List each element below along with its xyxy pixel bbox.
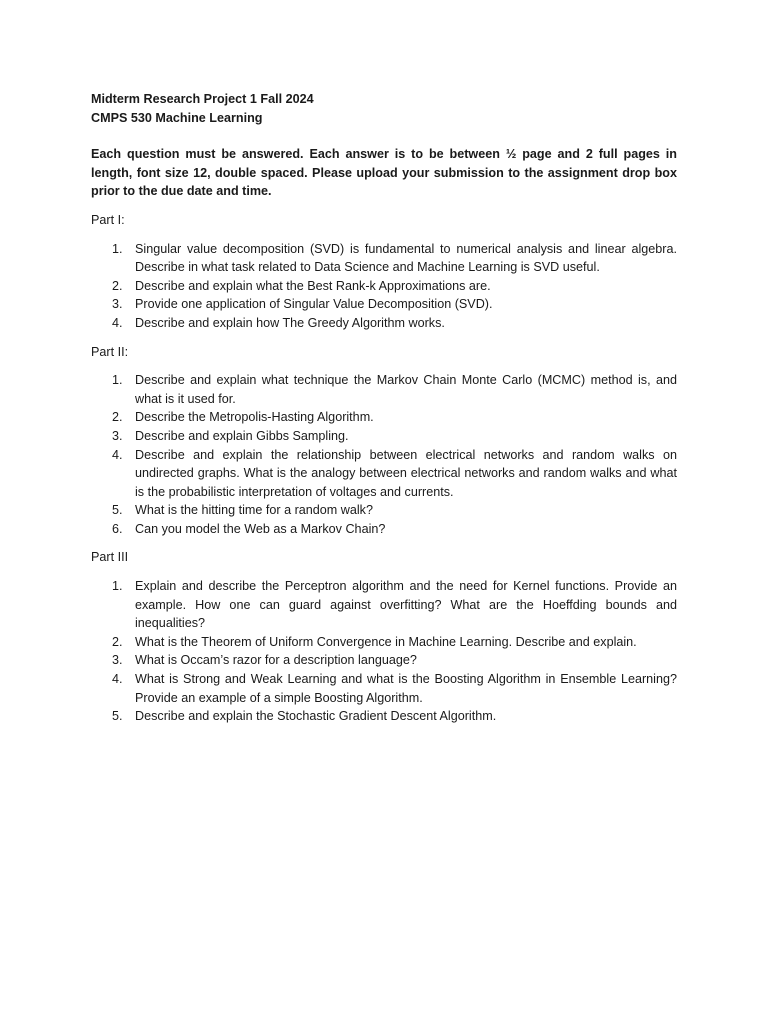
part-2-heading: Part II: — [91, 344, 129, 359]
document-page — [91, 90, 677, 726]
question-text: Describe and explain what the Best Rank-k Approximations are. — [135, 278, 491, 293]
question-number: 3. — [112, 653, 123, 668]
document-title: Midterm Research Project 1 Fall 2024 — [91, 92, 314, 106]
question-text: Describe and explain the Stochastic Gradient Descent Algorithm. — [135, 709, 497, 724]
part-1-heading: Part I: — [91, 212, 125, 227]
question-number: 5. — [112, 709, 123, 724]
part-2-section — [91, 343, 677, 539]
list-item — [91, 577, 677, 633]
list-item — [91, 371, 677, 408]
question-text: Can you model the Web as a Markov Chain? — [135, 521, 386, 536]
list-item — [91, 295, 677, 314]
question-text: What is Occam’s razor for a description language? — [135, 653, 417, 668]
course-title: CMPS 530 Machine Learning — [91, 110, 263, 125]
question-number: 4. — [112, 315, 123, 330]
list-item — [91, 707, 677, 726]
list-item — [91, 446, 677, 502]
question-text: Explain and describe the Perceptron algorithm and the need for Kernel functions. Provide an example. How one can guard against overfitting? What are the Hoeffding bounds and inequalities? — [135, 579, 677, 631]
instructions-paragraph: Each question must be answered. Each answer is to be between ½ page and 2 full pages in length, font size 12, double spaced. Please upload your submission to the assignment drop box prior to the due date and time. — [91, 147, 677, 199]
part-3-heading: Part III — [91, 550, 129, 565]
question-number: 4. — [112, 447, 123, 462]
list-item — [91, 501, 677, 520]
list-item — [91, 633, 677, 652]
question-text: Singular value decomposition (SVD) is fundamental to numerical analysis and linear algebra. Describe in what task related to Data Science and Machine Learning is SVD useful. — [135, 241, 677, 275]
question-text: What is the hitting time for a random walk? — [135, 503, 373, 518]
question-text: Describe and explain the relationship between electrical networks and random walks on undirected graphs. What is the analogy between electrical networks and random walks and what is the probabilistic interpretation of voltages and currents. — [135, 447, 677, 499]
question-text: Describe and explain Gibbs Sampling. — [135, 428, 349, 443]
question-number: 4. — [112, 672, 123, 687]
question-text: What is Strong and Weak Learning and what is the Boosting Algorithm in Ensemble Learning? Provide an example of a simple Boosting Algorithm. — [135, 672, 677, 705]
list-item — [91, 520, 677, 539]
question-number: 1. — [112, 579, 123, 594]
list-item — [91, 427, 677, 446]
question-number: 6. — [112, 521, 123, 536]
list-item — [91, 277, 677, 296]
part-2-question-list — [91, 371, 677, 538]
question-text: Describe and explain what technique the Markov Chain Monte Carlo (MCMC) method is, and what is it used for. — [135, 373, 677, 406]
list-item — [91, 240, 677, 277]
list-item — [91, 670, 677, 707]
question-number: 3. — [112, 428, 123, 443]
list-item — [91, 408, 677, 427]
question-text: What is the Theorem of Uniform Convergence in Machine Learning. Describe and explain. — [135, 634, 637, 649]
question-number: 5. — [112, 503, 123, 518]
question-number: 2. — [112, 278, 123, 293]
question-text: Describe the Metropolis-Hasting Algorithm. — [135, 410, 374, 425]
question-number: 1. — [112, 373, 123, 388]
question-number: 1. — [112, 241, 123, 256]
part-1-section — [91, 211, 677, 333]
part-3-question-list — [91, 577, 677, 726]
part-3-section — [91, 548, 677, 725]
list-item — [91, 314, 677, 333]
list-item — [91, 651, 677, 670]
question-text: Describe and explain how The Greedy Algorithm works. — [135, 315, 445, 330]
question-number: 2. — [112, 634, 123, 649]
question-text: Provide one application of Singular Value Decomposition (SVD). — [135, 297, 493, 312]
question-number: 3. — [112, 297, 123, 312]
question-number: 2. — [112, 410, 123, 425]
part-1-question-list — [91, 240, 677, 333]
